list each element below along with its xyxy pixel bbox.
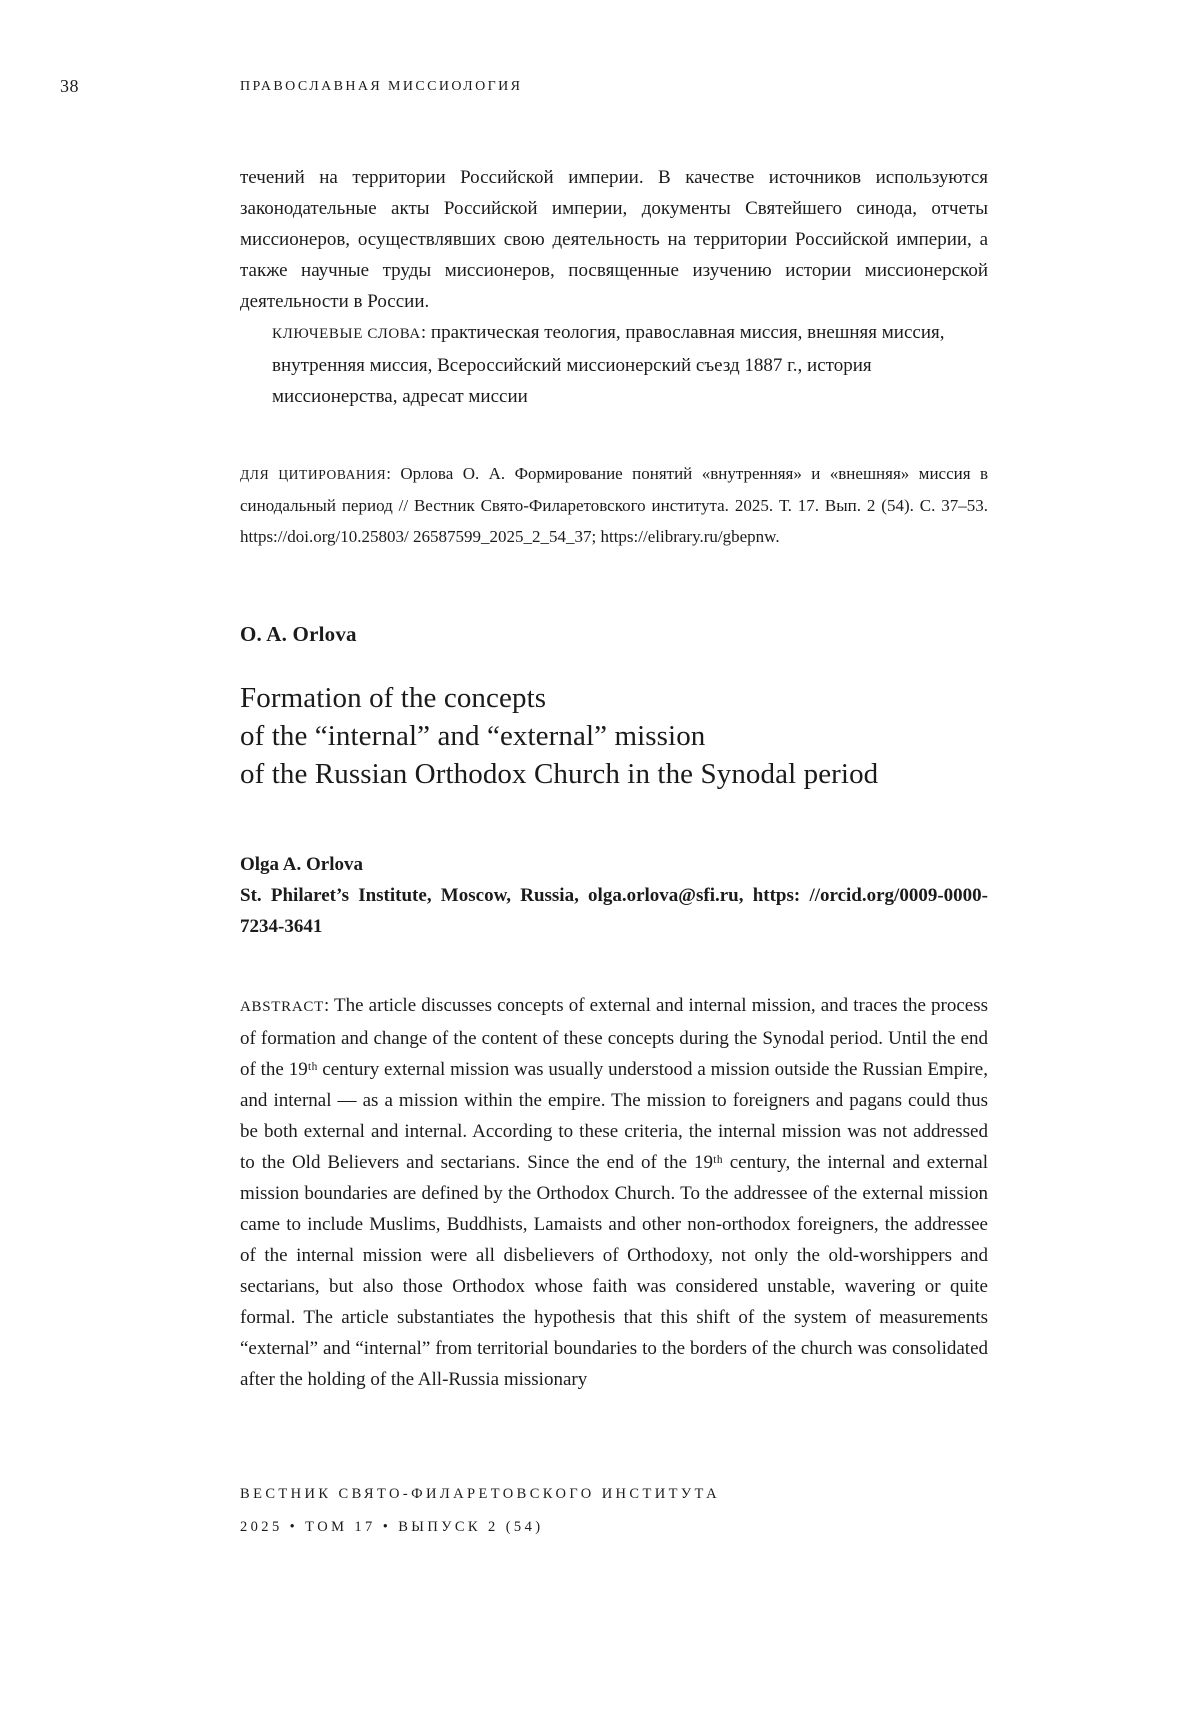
footer-journal-name: ВЕСТНИК СВЯТО-ФИЛАРЕТОВСКОГО ИНСТИТУТА — [240, 1486, 720, 1502]
citation-label: ДЛЯ ЦИТИРОВАНИЯ — [240, 467, 387, 482]
lead-paragraph-text: течений на территории Российской империи. В качестве источников используются законодательные акты Российской империи, документы Святейшего синода, отчеты миссионеров, осуществлявших свою деятельность на территории Российской империи, а также научные труды миссионеров, посвященные изучению истории миссионерской деятельности в России. — [240, 167, 988, 312]
author-affiliation: St. Philaret’s Institute, Moscow, Russia, olga.orlova@sfi.ru, https: //orcid.org/0009-0000-7234-3641 — [240, 885, 988, 937]
abstract-label: ABSTRACT — [240, 999, 324, 1015]
page-number: 38 — [60, 76, 79, 96]
keywords-block — [272, 317, 988, 412]
lead-paragraph — [240, 162, 988, 317]
author-short: O. A. Orlova — [240, 622, 357, 646]
abstract-block — [240, 990, 988, 1395]
author-full-name: Olga A. Orlova — [240, 854, 363, 875]
title-line-2: of the “internal” and “external” mission — [240, 720, 706, 752]
citation-block — [240, 458, 988, 552]
keywords-label: КЛЮЧЕВЫЕ СЛОВА — [272, 326, 421, 342]
citation-text: : Орлова О. А. Формирование понятий «внутренняя» и «внешняя» миссия в синодальный период // Вестник Свято-Филаретовского института. 2025. Т. 17. Вып. 2 (54). С. 37–53. https://doi.org/10.25803/ 26587599_2025_2_54_37; https://elibrary.ru/gbepnw. — [240, 464, 988, 546]
page-header — [0, 76, 1200, 100]
title-line-1: Formation of the concepts — [240, 682, 547, 714]
abstract-text: : The article discusses concepts of external and internal mission, and traces the process of formation and change of the content of these concepts during the Synodal period. Until the end of the 19ᵗʰ century external mission was usually understood a mission outside the Russian Empire, and internal — as a mission within the empire. The mission to foreigners and pagans could thus be both external and internal. According to these criteria, the internal mission was not addressed to the Old Believers and sectarians. Since the end of the 19ᵗʰ century, the internal and external mission boundaries are defined by the Orthodox Church. To the addressee of the external mission came to include Muslims, Buddhists, Lamaists and other non-orthodox foreigners, the addressee of the internal mission were all disbelievers of Orthodoxy, not only the old-worshippers and sectarians, but also those Orthodox whose faith was considered unstable, wavering or quite formal. The article substantiates the hypothesis that this shift of the system of measurements “external” and “internal” from territorial boundaries to the borders of the church was consolidated after the holding of the All-Russia missionary — [240, 995, 988, 1390]
title-line-3: of the Russian Orthodox Church in the Synodal period — [240, 758, 879, 790]
keywords-text: : практическая теология, православная миссия, внешняя миссия, внутренняя миссия, Всероссийский миссионерский съезд 1887 г., история миссионерства, адресат миссии — [272, 322, 945, 407]
author-info-block — [240, 849, 988, 942]
running-head: ПРАВОСЛАВНАЯ МИССИОЛОГИЯ — [240, 79, 523, 94]
footer-issue-info: 2025 • ТОМ 17 • ВЫПУСК 2 (54) — [240, 1519, 544, 1535]
main-column — [240, 162, 988, 1395]
page-footer — [240, 1478, 720, 1544]
article-title — [240, 679, 988, 793]
